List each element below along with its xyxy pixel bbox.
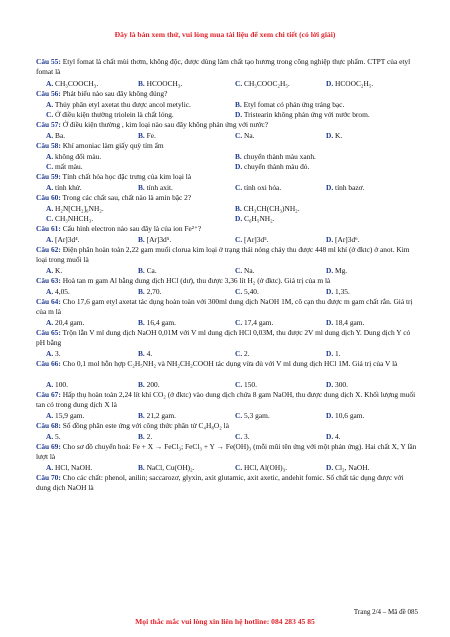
option-d: D. 1,35. xyxy=(326,287,350,296)
options-row xyxy=(36,131,420,141)
option-letter: D. xyxy=(235,214,243,223)
question-number: Câu 64: xyxy=(36,297,61,306)
option-letter: A. xyxy=(46,463,54,472)
options-row xyxy=(36,411,420,421)
option-letter: B. xyxy=(138,432,145,441)
option-b: B. Etyl fomat có phản ứng tráng bạc. xyxy=(235,100,345,109)
option-d: D. 1. xyxy=(326,349,341,358)
option-letter: B. xyxy=(138,380,145,389)
option-d: D. Cl₂, NaOH. xyxy=(326,463,370,472)
option-c: C. HCl, Al(OH)₃. xyxy=(235,463,288,472)
option-b: B. CH₃CH(CH₃)NH₂. xyxy=(235,204,300,213)
option-letter: B. xyxy=(138,266,145,275)
option-a: A. 100. xyxy=(46,380,68,389)
option-b: B. 16,4 gam. xyxy=(138,318,176,327)
option-letter: C. xyxy=(235,463,243,472)
option-letter: C. xyxy=(235,235,243,244)
question-56: Câu 56: Phát biểu nào sau đây không đúng? xyxy=(36,89,168,98)
option-b: B. 200. xyxy=(138,380,160,389)
option-letter: A. xyxy=(46,131,54,140)
question-number: Câu 57: xyxy=(36,120,61,129)
page-footer: Trang 2/4 – Mã đề 085 xyxy=(353,608,418,616)
options-row xyxy=(36,183,420,193)
option-c: C. 3. xyxy=(235,432,250,441)
option-b: B. 2,70. xyxy=(138,287,162,296)
option-d: D. HCOOC₂H₅. xyxy=(326,79,374,88)
option-b: B. [Ar]3d⁵. xyxy=(138,235,172,244)
option-letter: C. xyxy=(235,318,243,327)
option-letter: B. xyxy=(235,204,242,213)
question-number: Câu 62: xyxy=(36,245,61,254)
option-c: C. 5,40. xyxy=(235,287,259,296)
option-a: A. tính khử. xyxy=(46,183,82,192)
option-letter: D. xyxy=(326,432,334,441)
option-d: D. K. xyxy=(326,131,343,140)
option-letter: B. xyxy=(235,100,242,109)
option-d: D. C₆H₅NH₂. xyxy=(235,214,275,223)
option-d: D. 300. xyxy=(326,380,348,389)
option-a: A. CH₃COOCH₃. xyxy=(46,79,99,88)
question-65: Câu 65: Trộn lẫn V ml dung dịch NaOH 0,01M với V ml dung dịch HCl 0,03M, thu được 2V ml dung dịch Y. Dung dịch Y có pH bằng xyxy=(36,328,411,348)
options-row xyxy=(36,318,420,328)
question-text: Etyl fomat là chất mùi thơm, không độc, được dùng làm chất tạo hương trong công nghiệp thực phẩm. CTPT của etyl fomat là xyxy=(36,57,411,77)
option-d: D. [Ar]3d⁶. xyxy=(326,235,360,244)
option-b: B. 4. xyxy=(138,349,153,358)
option-letter: B. xyxy=(138,131,145,140)
option-a: A. 20,4 gam. xyxy=(46,318,85,327)
option-a: A. Ba. xyxy=(46,131,66,140)
option-letter: D. xyxy=(235,110,243,119)
question-number: Câu 68: xyxy=(36,421,61,430)
option-letter: D. xyxy=(326,183,334,192)
question-61: Câu 61: Cấu hình electron nào sau đây là của ion Fe²⁺? xyxy=(36,224,202,233)
option-letter: A. xyxy=(46,266,54,275)
option-b: B. HCOOCH₃. xyxy=(138,79,183,88)
question-number: Câu 63: xyxy=(36,276,61,285)
option-letter: B. xyxy=(138,79,145,88)
option-letter: A. xyxy=(46,380,54,389)
option-letter: B. xyxy=(138,183,145,192)
option-d: D. 10,6 gam. xyxy=(326,411,365,420)
options-row xyxy=(36,100,420,110)
question-number: Câu 61: xyxy=(36,224,61,233)
option-c: C. Ở điều kiện thường triolein là chất lỏng. xyxy=(46,110,174,119)
option-letter: B. xyxy=(138,411,145,420)
question-64: Câu 64: Cho 17,6 gam etyl axetat tác dụng hoàn toàn với 300ml dung dịch NaOH 1M, cô cạn thu được m gam chất rắn. Giá trị của m là xyxy=(36,297,413,317)
question-62: Câu 62: Điện phân hoàn toàn 2,22 gam muối clorua kim loại ở trạng thái nóng chảy thu được 448 ml khí (ở đktc) ở anot. Kim loại trong muối là xyxy=(36,245,410,265)
question-68: Câu 68: Số đồng phân este ứng với công thức phân tử C₄H₈O₂ là xyxy=(36,421,230,430)
option-letter: D. xyxy=(326,235,334,244)
option-a: A. HCl, NaOH. xyxy=(46,463,93,472)
options-row xyxy=(36,79,420,89)
options-row xyxy=(36,266,420,276)
options-row xyxy=(36,349,420,359)
question-69: Câu 69: Cho sơ đồ chuyển hoá: Fe + X → FeCl₃; FeCl₃ + Y → Fe(OH)₃ (mỗi mũi tên ứng với một phản ứng). Hai chất X, Y lần lượt là xyxy=(36,442,417,462)
option-letter: C. xyxy=(235,411,243,420)
option-letter: A. xyxy=(46,235,54,244)
option-letter: A. xyxy=(46,349,54,358)
option-letter: D. xyxy=(326,131,334,140)
option-a: A. không đổi màu. xyxy=(46,152,102,161)
option-a: A. K. xyxy=(46,266,63,275)
option-a: A. Thủy phân etyl axetat thu được ancol metylic. xyxy=(46,100,191,109)
option-c: C. tính oxi hóa. xyxy=(235,183,282,192)
options-row xyxy=(36,152,420,162)
option-d: D. tính bazơ. xyxy=(326,183,365,192)
option-letter: D. xyxy=(326,287,334,296)
options-row xyxy=(36,463,420,473)
option-letter: D. xyxy=(326,463,334,472)
options-row xyxy=(36,204,420,214)
option-letter: D. xyxy=(326,318,334,327)
question-number: Câu 66: xyxy=(36,359,61,368)
option-c: C. 2. xyxy=(235,349,250,358)
option-letter: C. xyxy=(235,79,243,88)
option-letter: A. xyxy=(46,318,54,327)
options-row xyxy=(36,287,420,297)
question-67: Câu 67: Hấp thụ hoàn toàn 2,24 lít khí CO₂ (ở đktc) vào dung dịch chứa 8 gam NaOH, thu được dung dịch X. Khối lượng muối tan có trong dung dịch X là xyxy=(36,390,416,410)
question-number: Câu 56: xyxy=(36,89,61,98)
options-row xyxy=(36,380,420,390)
option-letter: B. xyxy=(138,287,145,296)
options-row xyxy=(36,162,420,172)
question-number: Câu 67: xyxy=(36,390,61,399)
option-b: B. tính axit. xyxy=(138,183,173,192)
option-letter: D. xyxy=(326,411,334,420)
question-58: Câu 58: Khí amoniac làm giấy quỳ tím ẩm xyxy=(36,141,164,150)
preview-notice-banner: Đây là bản xem thử, vui lòng mua tài liệu để xem chi tiết (có lời giải) xyxy=(114,30,336,39)
option-letter: D. xyxy=(326,79,334,88)
option-letter: B. xyxy=(138,349,145,358)
question-57: Câu 57: Ở điều kiện thường , kim loại nào sau đây không phản ứng với nước? xyxy=(36,120,269,129)
option-letter: A. xyxy=(46,183,54,192)
option-letter: C. xyxy=(235,183,243,192)
option-c: C. 5,3 gam. xyxy=(235,411,270,420)
option-b: B. chuyển thành màu xanh. xyxy=(235,152,316,161)
option-c: C. [Ar]3d⁵. xyxy=(235,235,269,244)
question-number: Câu 70: xyxy=(36,473,61,482)
question-66: Câu 66: Cho 0,1 mol hỗn hợp C₂H₅NH₂ và NH₂CH₂COOH tác dụng vừa đủ với V ml dung dịch HCl 1M. Giá trị của V là xyxy=(36,359,398,368)
question-number: Câu 59: xyxy=(36,172,61,181)
option-letter: A. xyxy=(46,287,54,296)
option-letter: A. xyxy=(46,411,54,420)
option-d: D. 18,4 gam. xyxy=(326,318,365,327)
option-letter: A. xyxy=(46,152,54,161)
option-letter: B. xyxy=(138,463,145,472)
option-letter: A. xyxy=(46,79,54,88)
option-a: A. 3. xyxy=(46,349,61,358)
option-c: C. 150. xyxy=(235,380,257,389)
option-letter: A. xyxy=(46,432,54,441)
option-b: B. Fe. xyxy=(138,131,156,140)
options-row xyxy=(36,432,420,442)
options-row xyxy=(36,214,420,224)
hotline-banner: Mọi thắc mắc vui lòng xin liên hệ hotline: 084 283 45 85 xyxy=(135,617,315,626)
option-letter: C. xyxy=(46,110,54,119)
option-letter: B. xyxy=(138,318,145,327)
option-b: B. 21,2 gam. xyxy=(138,411,176,420)
option-c: C. Na. xyxy=(235,131,255,140)
option-a: A. 4,05. xyxy=(46,287,70,296)
option-c: C. CH₃COOC₂H₅. xyxy=(235,79,290,88)
question-60: Câu 60: Trong các chất sau, chất nào là amin bậc 2? xyxy=(36,193,192,202)
option-d: D. Tristearin không phản ứng với nước brom. xyxy=(235,110,370,119)
option-b: B. 2. xyxy=(138,432,153,441)
option-letter: C. xyxy=(235,287,243,296)
option-letter: C. xyxy=(235,349,243,358)
option-letter: C. xyxy=(46,162,54,171)
option-letter: C. xyxy=(235,266,243,275)
option-d: D. Mg. xyxy=(326,266,348,275)
options-row xyxy=(36,235,420,245)
option-letter: D. xyxy=(326,349,334,358)
option-a: A. H₂N[CH₂]₆NH₂. xyxy=(46,204,104,213)
option-letter: D. xyxy=(326,380,334,389)
option-d: D. 4. xyxy=(326,432,341,441)
option-letter: B. xyxy=(138,235,145,244)
question-63: Câu 63: Hoà tan m gam Al bằng dung dịch HCl (dư), thu được 3,36 lít H₂ (ở đktc). Giá trị của m là xyxy=(36,276,331,285)
question-number: Câu 55: xyxy=(36,57,61,66)
option-letter: C. xyxy=(235,380,243,389)
option-c: C. mất màu. xyxy=(46,162,83,171)
option-c: C. CH₃NHCH₃. xyxy=(46,214,94,223)
option-d: D. chuyển thành màu đỏ. xyxy=(235,162,310,171)
option-c: C. Na. xyxy=(235,266,255,275)
option-letter: D. xyxy=(235,162,243,171)
option-letter: C. xyxy=(46,214,54,223)
question-number: Câu 60: xyxy=(36,193,61,202)
option-c: C. 17,4 gam. xyxy=(235,318,274,327)
option-b: B. Ca. xyxy=(138,266,157,275)
option-letter: D. xyxy=(326,266,334,275)
question-number: Câu 58: xyxy=(36,141,61,150)
option-a: A. [Ar]3d⁴. xyxy=(46,235,80,244)
question-number: Câu 65: xyxy=(36,328,61,337)
option-b: B. NaCl, Cu(OH)₂. xyxy=(138,463,195,472)
option-letter: C. xyxy=(235,131,243,140)
option-a: A. 15,9 gam. xyxy=(46,411,85,420)
option-letter: C. xyxy=(235,432,243,441)
option-letter: A. xyxy=(46,100,54,109)
option-letter: B. xyxy=(235,152,242,161)
question-70: Câu 70: Cho các chất: phenol, anilin; saccarozơ, glyxin, axit glutamic, axit axetic, andehit fomic. Số chất tác dụng được với dung dịch NaOH là xyxy=(36,473,404,493)
question-59: Câu 59: Tính chất hóa học đặc trưng của kim loại là xyxy=(36,172,192,181)
question-55 xyxy=(36,57,420,77)
option-a: A. 5. xyxy=(46,432,61,441)
option-letter: A. xyxy=(46,204,54,213)
options-row xyxy=(36,110,420,120)
question-number: Câu 69: xyxy=(36,442,61,451)
